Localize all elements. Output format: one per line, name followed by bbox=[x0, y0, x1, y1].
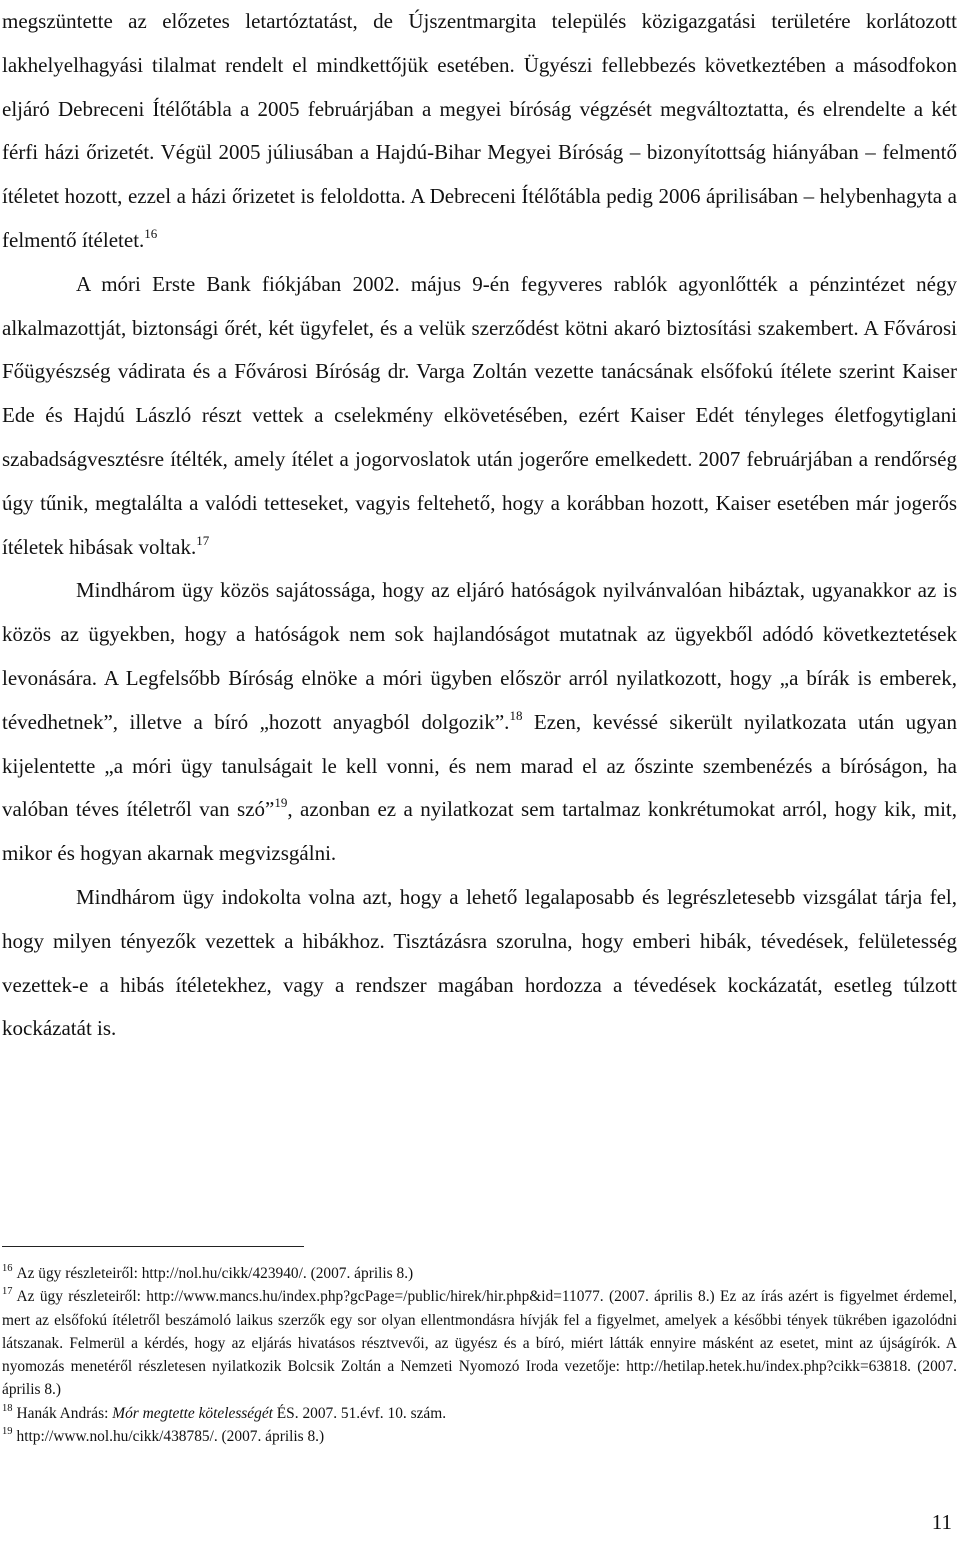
paragraph-2-text: A móri Erste Bank fiókjában 2002. május 9-én fegyveres rablók agyonlőtték a pénzintézet négy alkalmazottját, biztonsági őrét, két ügyfelet, és a velük szerződést kötni akaró biztosítási szakembert. A Fővárosi Főügyészség vádirata és a Fővárosi Bíróság dr. Varga Zoltán vezette tanácsának elsőfokú ítélete szerint Kaiser Ede és Hajdú László részt vettek a cselekmény elkövetésében, ezért Kaiser Edét tényleges életfogytiglani szabadságvesztésre ítélték, amely ítélet a jogorvoslatok után jogerőre emelkedett. 2007 februárjában a rendőrség úgy tűnik, megtalálta a valódi tetteseket, vagyis feltehető, hogy a korábban hozott, Kaiser esetében már jogerős ítéletek hibásak voltak. bbox=[2, 271, 957, 559]
footnote-19-number: 19 bbox=[2, 1426, 13, 1438]
footnote-18-number: 18 bbox=[2, 1402, 13, 1414]
footnote-18 bbox=[2, 1402, 957, 1425]
footnote-ref-16[interactable]: 16 bbox=[144, 225, 158, 241]
paragraph-1-text: megszüntette az előzetes letartóztatást, de Újszentmargita település közigazgatási területére korlátozott lakhelyelhagyási tilalmat rendelt el mindkettőjük esetében. Ügyészi fellebbezés következtében a másodfokon eljáró Debreceni Ítélőtábla a 2005 februárjában a megyei bíróság végzését megváltoztatta, és elrendelte a két férfi házi őrizetét. Végül 2005 júliusában a Hajdú-Bihar Megyei Bíróság – bizonyítottság hiányában – felmentő ítéletet hozott, ezzel a házi őrizetet is feloldotta. A Debreceni Ítélőtábla pedig 2006 áprilisában – helybenhagyta a felmentő ítéletet. bbox=[2, 9, 957, 252]
footnotes bbox=[2, 1262, 957, 1448]
footnote-17-text: Az ügy részleteiről: http://www.mancs.hu/index.php?gcPage=/public/hirek/hir.php&id=11077. (2007. április 8.) Ez az írás azért is figyelmet érdemel, mert az elsőfokú ítéletről beszámoló laikus szerzők egy sor olyan ellentmondásra hívják fel a figyelmet, amelyek a későbbi tények tükrében igazolódni látszanak. Felmerül a kérdés, hogy az eljárás hivatásos résztvevői, az ügyész és a bíró, miért látták ennyire másként az esetet, mint az újságírók. A nyomozás menetéről részletesen nyilatkozik Bolcsik Zoltán a Nemzeti Nyomozó Iroda vezetője: http://hetilap.hetek.hu/index.php?cikk=63818. (2007. április 8.) bbox=[2, 1288, 957, 1399]
footnote-19-text: http://www.nol.hu/cikk/438785/. (2007. április 8.) bbox=[16, 1428, 325, 1446]
footnote-ref-18[interactable]: 18 bbox=[509, 707, 523, 723]
paragraph-2 bbox=[2, 263, 957, 570]
footnote-19 bbox=[2, 1425, 957, 1448]
paragraph-4 bbox=[2, 876, 957, 1051]
page-number: 11 bbox=[931, 1510, 952, 1534]
body-text bbox=[2, 0, 957, 1051]
paragraph-4-text: Mindhárom ügy indokolta volna azt, hogy a lehető legalaposabb és legrészletesebb vizsgálat tárja fel, hogy milyen tényezők vezettek a hibákhoz. Tisztázásra szorulna, hogy emberi hibák, tévedések, felületesség vezettek-e a hibás ítéletekhez, vagy a rendszer magában hordozza a tévedések kockázatát, esetleg túlzott kockázatát is. bbox=[2, 884, 957, 1041]
paragraph-3 bbox=[2, 569, 957, 876]
footnote-17 bbox=[2, 1285, 957, 1401]
footnote-18-author: Hanák András: bbox=[16, 1404, 113, 1422]
footnote-17-number: 17 bbox=[2, 1286, 13, 1298]
footnote-separator bbox=[2, 1246, 304, 1247]
footnote-16-text: Az ügy részleteiről: http://nol.hu/cikk/423940/. (2007. április 8.) bbox=[16, 1265, 414, 1282]
paragraph-1 bbox=[2, 0, 957, 263]
footnote-18-title: Mór megtette kötelességét bbox=[112, 1404, 273, 1422]
footnote-18-rest: ÉS. 2007. 51.évf. 10. szám. bbox=[272, 1404, 447, 1422]
footnote-ref-19[interactable]: 19 bbox=[274, 795, 288, 811]
footnote-16 bbox=[2, 1262, 957, 1285]
footnote-ref-17[interactable]: 17 bbox=[196, 532, 210, 548]
paragraph-3-text-a: Mindhárom ügy közös sajátossága, hogy az eljáró hatóságok nyilvánvalóan hibáztak, ugyanakkor az is közös az ügyekben, hogy a hatóságok nem sok hajlandóságot mutatnak az ügyekből adódó következtetések levonására. A Legfelsőbb Bíróság elnöke a móri ügyben először arról nyilatkozott, hogy „a bírák is emberek, tévedhetnek”, illetve a bíró „hozott anyagból dolgozik”. bbox=[2, 578, 957, 734]
paragraph-3-text-b: Ezen, kevéssé sikerült nyilatkozata után ugyan kijelentette „a móri ügy tanulságait le kell vonni, és nem marad el az őszinte szembenézés a bíróságon, ha valóban téves ítéletről van szó” bbox=[2, 709, 957, 822]
paragraph-3-text-c: , azonban ez a nyilatkozat sem tartalmaz konkrétumokat arról, hogy kik, mit, mikor és hogyan akarnak megvizsgálni. bbox=[2, 797, 957, 866]
footnote-16-number: 16 bbox=[2, 1263, 13, 1274]
